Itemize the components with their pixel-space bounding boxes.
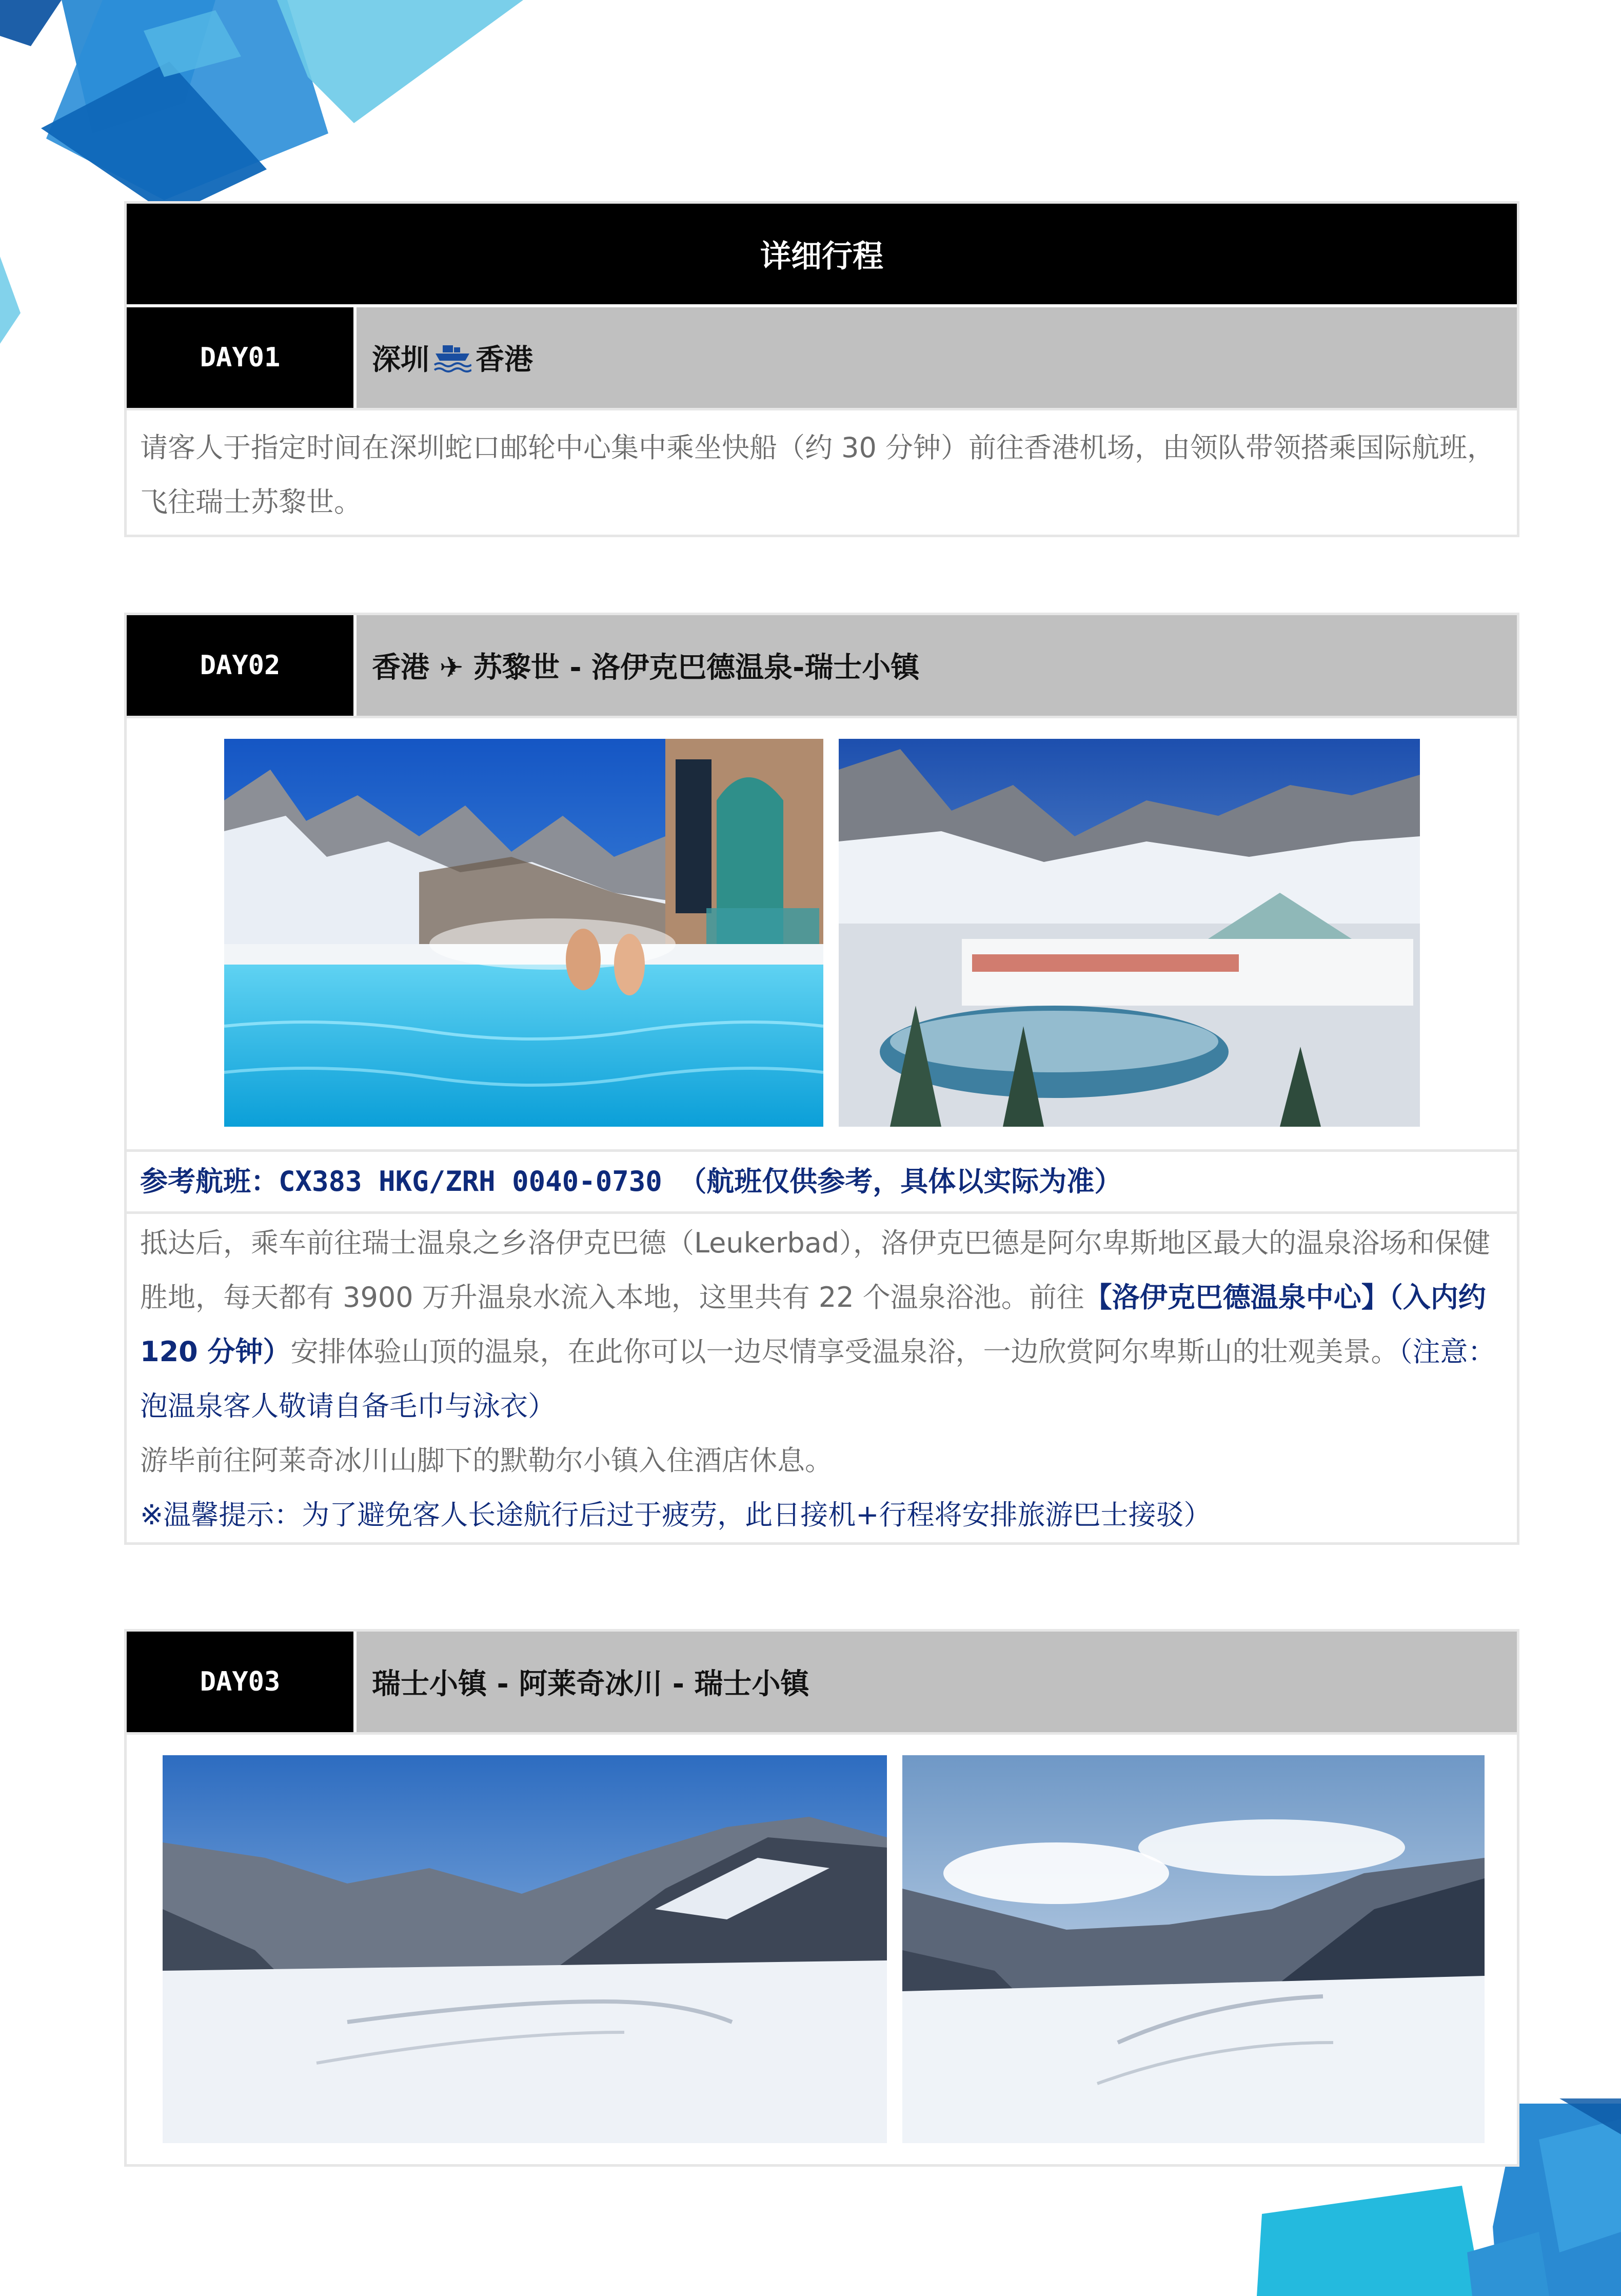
day1-route	[357, 307, 1517, 408]
day2-header-row	[127, 615, 1517, 716]
glacier-photo-1	[163, 1755, 887, 2143]
day3-label: DAY03	[127, 1632, 357, 1732]
day3-photos	[127, 1735, 1517, 2166]
day2-para2: 游毕前往阿莱奇冰川山脚下的默勒尔小镇入住酒店休息。	[140, 1444, 833, 1477]
glacier-photo-2	[902, 1755, 1485, 2143]
day2-photos	[127, 718, 1517, 1149]
day2-flight-info: 参考航班：CX383 HKG/ZRH 0040-0730 （航班仅供参考，具体以实际为准）	[140, 1165, 1122, 1198]
day2-route: 香港 ✈ 苏黎世 - 洛伊克巴德温泉-瑞士小镇	[357, 615, 1517, 716]
hot-spring-pool-photo	[224, 739, 823, 1127]
day1-route-from: 深圳	[372, 343, 429, 377]
itinerary-day2-table	[124, 613, 1519, 1545]
ship-icon	[433, 342, 471, 373]
day2-para1-a: 抵达后，乘车前往瑞士温泉之乡洛伊克巴德（Leukerbad），洛伊克巴德是阿尔卑斯地区最大的温泉浴场和保健胜地，每天都有 3900 万升温泉水流入本地，这里共有 22 个温泉浴池。前往	[140, 1227, 1490, 1313]
day3-route: 瑞士小镇 - 阿莱奇冰川 - 瑞士小镇	[357, 1632, 1517, 1732]
day2-description	[127, 1214, 1517, 1434]
day1-label: DAY01	[127, 307, 357, 408]
day2-tip: ※温馨提示：为了避免客人长途航行后过于疲劳，此日接机+行程将安排旅游巴士接驳）	[140, 1499, 1212, 1531]
day2-note: （注意：泡温泉客人敬请自备毛巾与泳衣）	[140, 1336, 1496, 1422]
day3-header-row	[127, 1632, 1517, 1732]
spa-complex-photo	[839, 739, 1420, 1127]
day1-route-to: 香港	[476, 343, 533, 377]
day2-para1-c: 安排体验山顶的温泉，在此你可以一边尽情享受温泉浴，一边欣赏阿尔卑斯山的壮观美景。	[290, 1336, 1399, 1368]
day1-description: 请客人于指定时间在深圳蛇口邮轮中心集中乘坐快船（约 30 分钟）前往香港机场，由领队带领搭乘国际航班，飞往瑞士苏黎世。	[140, 431, 1495, 518]
itinerary-day3-table	[124, 1629, 1519, 2167]
itinerary-title: 详细行程	[127, 204, 1517, 304]
day1-header-row	[127, 304, 1517, 408]
itinerary-day1-table	[124, 201, 1519, 537]
day2-highlight: 【洛伊克巴德温泉中心】（入内约 120 分钟）	[140, 1281, 1486, 1368]
day2-label: DAY02	[127, 615, 357, 716]
